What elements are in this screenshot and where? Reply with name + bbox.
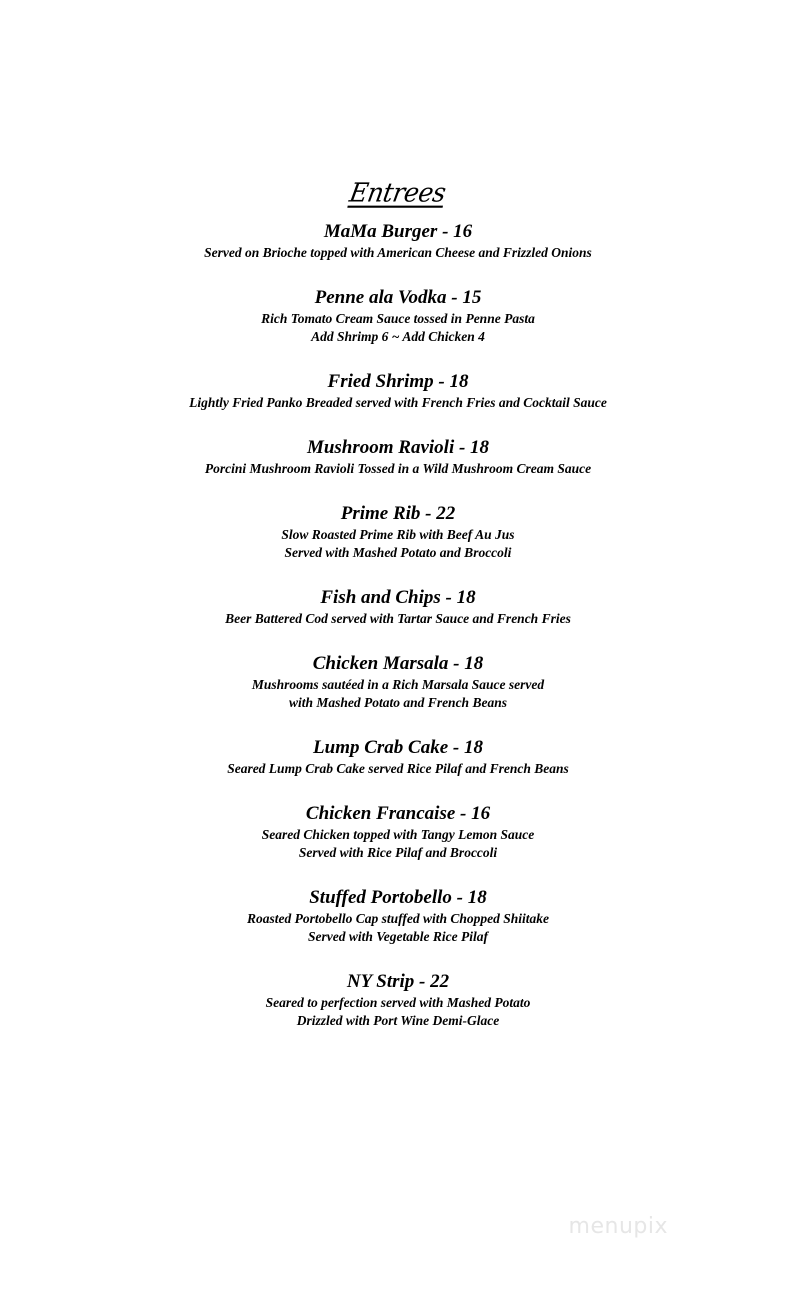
menu-item	[0, 652, 796, 712]
menu-item-title: Chicken Francaise - 16	[305, 803, 491, 824]
menu-item-description: Seared to perfection served with Mashed Potato	[265, 995, 531, 1010]
menu-item-description: Served with Vegetable Rice Pilaf	[308, 929, 488, 944]
entree-list	[0, 220, 796, 1054]
menu-item-title: Stuffed Portobello - 18	[309, 887, 487, 908]
menu-item-title: Fried Shrimp - 18	[327, 371, 469, 392]
menu-item-title: Fish and Chips - 18	[320, 587, 476, 608]
menu-item-description: Served with Mashed Potato and Broccoli	[284, 545, 512, 560]
menu-item	[0, 802, 796, 862]
menu-item	[0, 286, 796, 346]
menu-item	[0, 886, 796, 946]
menu-item-description: Mushrooms sautéed in a Rich Marsala Sauce served	[251, 677, 545, 692]
menu-item-description: Seared Lump Crab Cake served Rice Pilaf and French Beans	[227, 761, 569, 776]
section-heading-text: Entrees	[347, 177, 449, 208]
menu-item-description: Slow Roasted Prime Rib with Beef Au Jus	[281, 527, 515, 542]
menu-item	[0, 370, 796, 412]
menu-item-description: Roasted Portobello Cap stuffed with Chopped Shiitake	[246, 911, 550, 926]
menu-item-title: Mushroom Ravioli - 18	[306, 437, 490, 458]
menu-item	[0, 436, 796, 478]
menu-item	[0, 502, 796, 562]
menu-item-title: MaMa Burger - 16	[323, 221, 473, 242]
menu-item-description: Rich Tomato Cream Sauce tossed in Penne Pasta	[261, 311, 535, 326]
menu-item	[0, 220, 796, 262]
menu-item	[0, 586, 796, 628]
menu-item-title: Chicken Marsala - 18	[312, 653, 484, 674]
menu-item-description: Served with Rice Pilaf and Broccoli	[298, 845, 498, 860]
menu-item-description: Beer Battered Cod served with Tartar Sauce and French Fries	[225, 611, 571, 626]
menu-item-description: Lightly Fried Panko Breaded served with French Fries and Cocktail Sauce	[189, 395, 607, 410]
menu-item-title: NY Strip - 22	[346, 971, 450, 992]
menu-item-description: Drizzled with Port Wine Demi-Glace	[296, 1013, 500, 1028]
menu-item-title: Lump Crab Cake - 18	[313, 737, 483, 758]
menu-item-description: Seared Chicken topped with Tangy Lemon Sauce	[261, 827, 535, 842]
section-heading	[0, 178, 796, 207]
menu-item-description: Porcini Mushroom Ravioli Tossed in a Wild Mushroom Cream Sauce	[204, 461, 592, 476]
menu-item-description: with Mashed Potato and French Beans	[289, 695, 507, 710]
menu-item	[0, 736, 796, 778]
watermark: menupix	[568, 1214, 668, 1239]
menu-item-description: Served on Brioche topped with American Cheese and Frizzled Onions	[204, 245, 592, 260]
menu-item	[0, 970, 796, 1030]
menu-item-title: Penne ala Vodka - 15	[314, 287, 482, 308]
menu-item-title: Prime Rib - 22	[340, 503, 456, 524]
menu-item-description: Add Shrimp 6 ~ Add Chicken 4	[311, 329, 485, 344]
